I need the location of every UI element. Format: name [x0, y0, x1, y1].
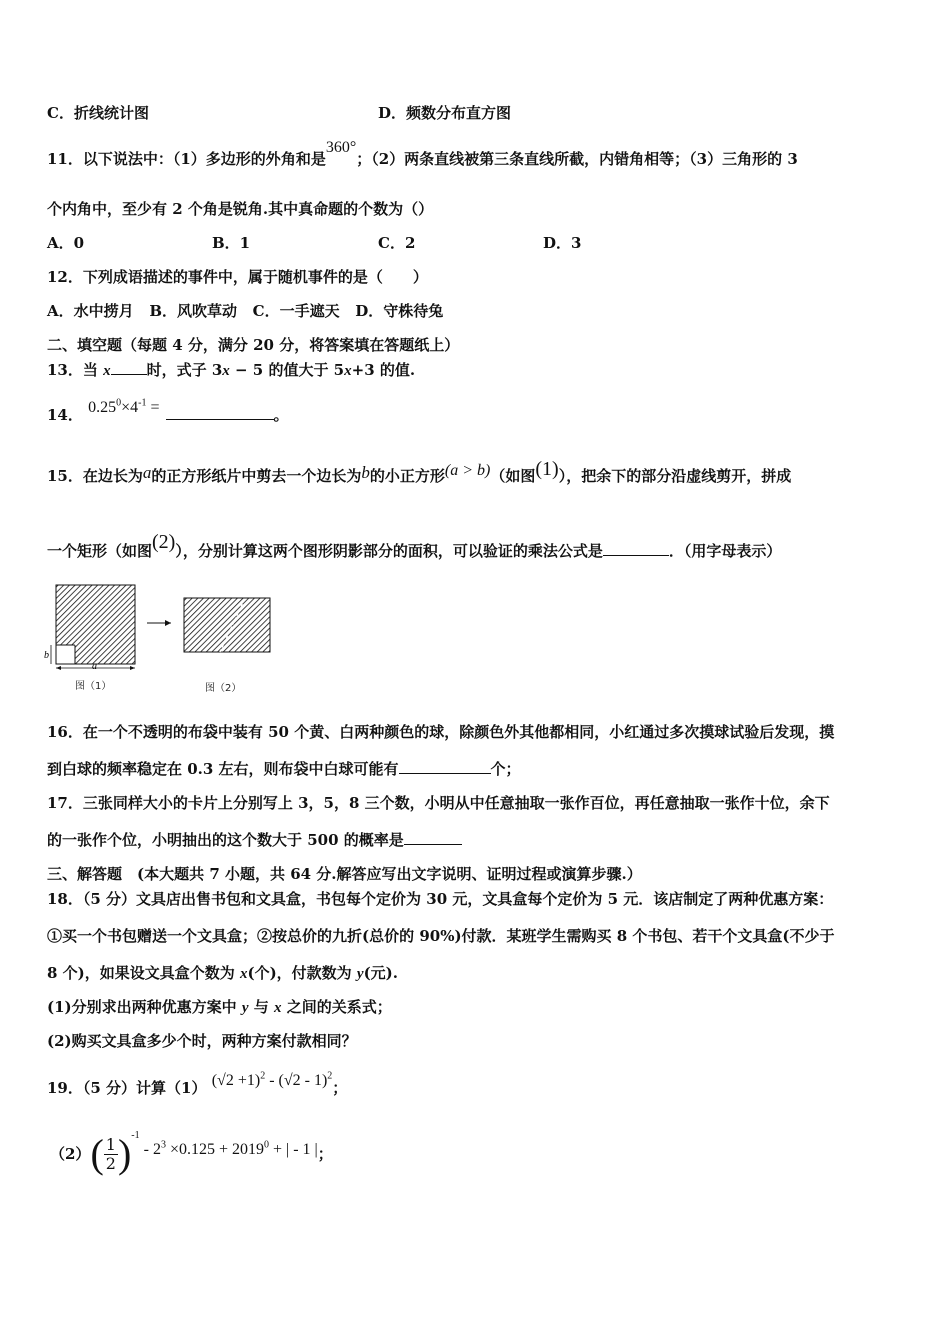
q11-option-a: A．0 [47, 234, 85, 252]
fig1-label-a: a [92, 661, 97, 672]
q14-blank[interactable] [166, 405, 274, 420]
q17-blank[interactable] [404, 830, 462, 845]
figure-1 [51, 585, 135, 670]
q18-line1: 18．（5 分）文具店出售书包和文具盒，书包每个定价为 30 元，文具盒每个定价为 5 元．该店制定了两种优惠方案： [47, 890, 834, 908]
q18-line2: ①买一个书包赠送一个文具盒；②按总价的九折(总价的 90%)付款．某班学生需购买 8 个书包、若干个文具盒(不少于 [47, 927, 835, 945]
q15-blank[interactable] [603, 541, 669, 556]
q11-option-b: B．1 [212, 234, 251, 252]
q11-option-c: C．2 [378, 234, 416, 252]
q19-part1: 19．（5 分）计算（1） $(√2 +1)^2 - (√2 - 1)^2$； [47, 1070, 348, 1097]
q12-stem: 12．下列成语描述的事件中，属于随机事件的是（ ） [47, 268, 428, 286]
fig1-label-b: b [44, 650, 49, 661]
fraction-one-half: $\frac{1}{2}$ [105, 1134, 116, 1173]
section-3-heading: 三、解答题 (本大题共 7 小题，共 64 分.解答应写出文字说明、证明过程或演算步骤.） [47, 865, 642, 883]
section-2-heading: 二、填空题（每题 4 分，满分 20 分，将答案填在答题纸上） [47, 336, 460, 354]
q11-line1: 11．以下说法中：（1）多边形的外角和是360°；（2）两条直线被第三条直线所截，内错角相等；（3）三角形的 3 [47, 139, 798, 168]
q18-line5: (2)购买文具盒多少个时，两种方案付款相同？ [47, 1032, 357, 1050]
q18-line4: (1)分别求出两种优惠方案中 y 与 x 之间的关系式； [47, 998, 392, 1016]
q13: 13．当 x 时，式子 3x − 5 的值大于 5x+3 的值. [47, 361, 416, 379]
q11-degree: 360° [325, 139, 357, 156]
q19-part2: （2） ( $\frac{1}{2}$ ) $^{-1} - 2^3 \times 0.125 + 2019^0$ + | - 1 | ； [50, 1129, 333, 1176]
q15-line2: 一个矩形（如图(2)），分别计算这两个图形阴影部分的面积，可以验证的乘法公式是 ．（用字母表示） [47, 531, 782, 560]
q15-figures [40, 580, 340, 690]
q15-line1: 15．在边长为a的正方形纸片中剪去一个边长为b的小正方形(a > b)（如图(1)），把余下的部分沿虚线剪开，拼成 [47, 458, 792, 485]
q14: 14． $0.25^0\times 4^{-1}$ = 。 [47, 397, 289, 424]
q16-line2: 到白球的频率稳定在 0.3 左右，则布袋中白球可能有 个； [47, 760, 521, 778]
q16-line1: 16．在一个不透明的布袋中装有 50 个黄、白两种颜色的球，除颜色外其他都相同，小红通过多次摸球试验后发现，摸 [47, 723, 835, 741]
q18-line3: 8 个)，如果设文具盒个数为 x(个)，付款数为 y(元). [47, 964, 398, 982]
figure-1-caption: 图（1） [75, 681, 112, 692]
q11-line2: 个内角中，至少有 2 个角是锐角.其中真命题的个数为（） [47, 200, 434, 218]
q10-option-d: D．频数分布直方图 [378, 104, 512, 122]
q17-line2: 的一张作个位，小明抽出的这个数大于 500 的概率是 [47, 830, 462, 850]
q17-line1: 17．三张同样大小的卡片上分别写上 3，5，8 三个数，小明从中任意抽取一张作百位，再任意抽取一张作十位，余下 [47, 794, 830, 812]
q11-option-d: D．3 [543, 234, 582, 252]
q16-blank[interactable] [399, 759, 491, 774]
q12-options: A．水中捞月 B．风吹草动 C．一手遮天 D．守株待兔 [47, 302, 444, 320]
q10-option-c: C．折线统计图 [47, 104, 149, 122]
q13-blank[interactable] [111, 360, 147, 375]
figure-2 [184, 598, 270, 652]
figure-2-caption: 图（2） [205, 683, 242, 694]
